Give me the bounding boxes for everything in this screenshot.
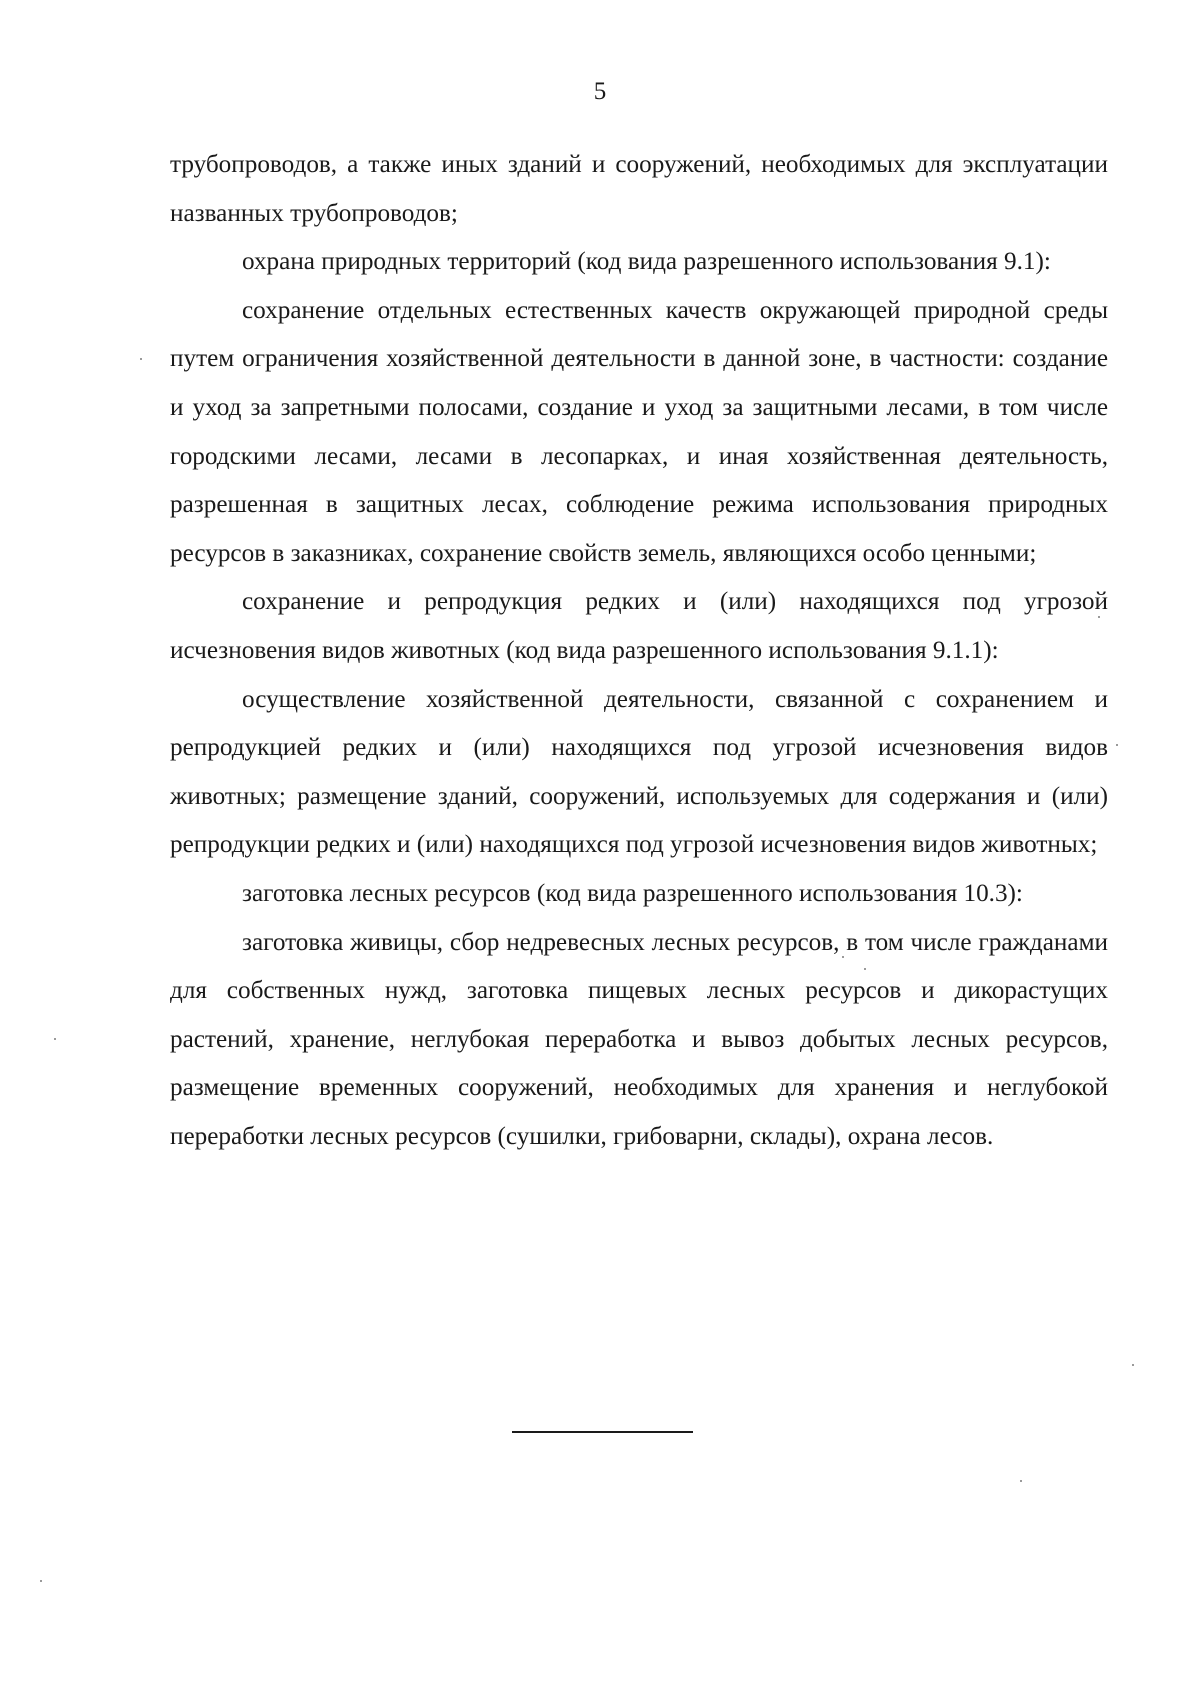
scan-speck — [54, 1038, 56, 1040]
scan-speck — [40, 1580, 42, 1582]
scan-speck — [1098, 616, 1100, 618]
paragraph-heading-rare-animals: сохранение и репродукция редких и (или) находящихся под угрозой исчезновения видов животных (код вида разрешенного использования 9.1.1): — [170, 588, 1108, 664]
scan-speck — [1132, 1364, 1134, 1366]
scan-speck — [1020, 1480, 1022, 1482]
paragraph-continuation: трубопроводов, а также иных зданий и сооружений, необходимых для эксплуатации названных трубопроводов; — [170, 151, 1108, 227]
page-number: 5 — [593, 78, 607, 105]
scan-speck — [842, 956, 844, 958]
paragraph-nature-protection-description: сохранение отдельных естественных качеств окружающей природной среды путем ограничения хозяйственной деятельности в данной зоне, в частности: создание и уход за запретными полосами, создание и уход за защитными лесами, в том числе городскими лесами, лесами в лесопарках, и иная хозяйственная деятельность, разрешенная в защитных лесах, соблюдение режима использования природных ресурсов в заказниках, сохранение свойств земель, являющихся особо ценными; — [170, 296, 1108, 567]
scan-speck — [1116, 744, 1118, 746]
paragraph-heading-forest-resources: заготовка лесных ресурсов (код вида разрешенного использования 10.3): — [242, 879, 1023, 907]
scan-speck — [140, 358, 142, 360]
end-of-text-rule — [512, 1431, 693, 1433]
paragraph-heading-nature-protection: охрана природных территорий (код вида разрешенного использования 9.1): — [242, 248, 1051, 276]
paragraph-forest-resources-description: заготовка живицы, сбор недревесных лесных ресурсов, в том числе гражданами для собственных нужд, заготовка пищевых лесных ресурсов и дикорастущих растений, хранение, неглубокая переработка и вывоз добытых лесных ресурсов, размещение временных сооружений, необходимых для хранения и неглубокой переработки лесных ресурсов (сушилки, грибоварни, склады), охрана лесов. — [170, 928, 1108, 1150]
scan-speck — [864, 968, 866, 970]
paragraph-rare-animals-description: осуществление хозяйственной деятельности, связанной с сохранением и репродукцией редких и (или) находящихся под угрозой исчезновения видов животных; размещение зданий, сооружений, используемых для содержания и (или) репродукции редких и (или) находящихся под угрозой исчезновения видов животных; — [170, 685, 1108, 859]
document-body — [170, 141, 1108, 1161]
